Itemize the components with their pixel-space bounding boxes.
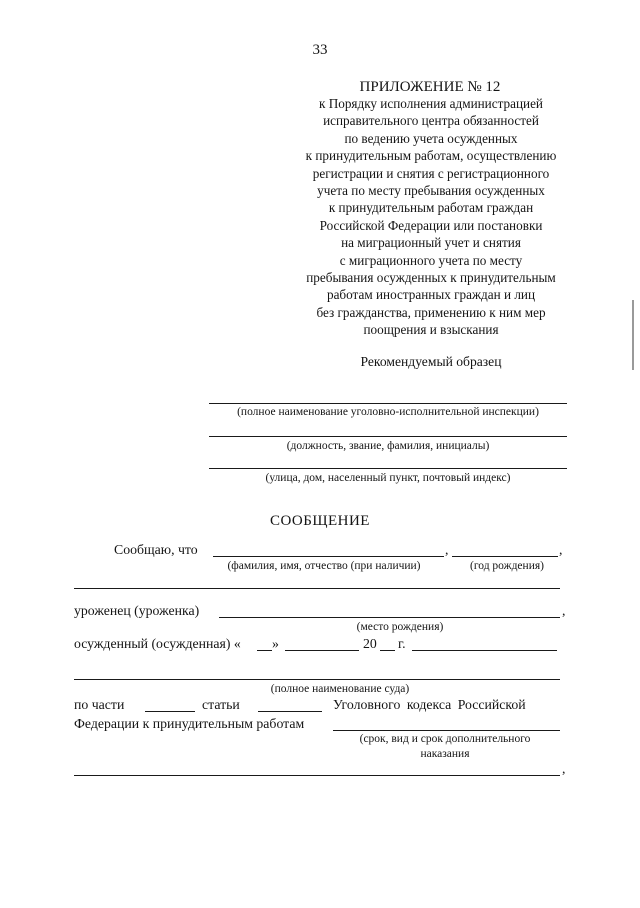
appendix-line: без гражданства, применению к ним мер bbox=[316, 304, 546, 320]
address-line[interactable] bbox=[209, 468, 567, 469]
scan-edge-mark bbox=[632, 300, 634, 370]
address-caption: (улица, дом, населенный пункт, почтовый индекс) bbox=[265, 472, 511, 484]
appendix-line: исправительного центра обязанностей bbox=[323, 113, 539, 129]
federation-text: Федерации к принудительным работам bbox=[74, 716, 305, 731]
part-label: по части bbox=[74, 697, 125, 712]
birth-year-caption: (год рождения) bbox=[470, 560, 544, 572]
appendix-line: поощрения и взыскания bbox=[363, 322, 499, 338]
appendix-line: учета по месту пребывания осужденных bbox=[317, 183, 545, 199]
name-continuation-line[interactable] bbox=[74, 588, 560, 589]
term-line[interactable] bbox=[333, 730, 560, 731]
article-label: статьи bbox=[202, 697, 240, 712]
appendix-line: по ведению учета осужденных bbox=[344, 130, 518, 146]
appendix-line: Российской Федерации или постановки bbox=[319, 217, 543, 233]
appendix-reference-block bbox=[276, 95, 586, 339]
day-line[interactable] bbox=[257, 650, 272, 651]
sentence-line[interactable] bbox=[412, 650, 557, 651]
inspection-name-line[interactable] bbox=[209, 403, 567, 404]
comma-mark: , bbox=[445, 542, 449, 557]
page-number: 33 bbox=[312, 42, 328, 58]
part-line[interactable] bbox=[145, 711, 195, 712]
court-caption: (полное наименование суда) bbox=[270, 683, 410, 695]
birthplace-line[interactable] bbox=[219, 617, 560, 618]
court-line[interactable] bbox=[74, 679, 560, 680]
message-title: СООБЩЕНИЕ bbox=[270, 513, 370, 529]
inspection-caption: (полное наименование уголовно-исполнительной инспекции) bbox=[237, 406, 539, 418]
appendix-line: к принудительным работам граждан bbox=[328, 200, 534, 216]
year-suffix: г. bbox=[398, 636, 406, 651]
year-prefix: 20 bbox=[363, 636, 377, 651]
appendix-line: на миграционный учет и снятия bbox=[341, 235, 521, 251]
inform-text: Сообщаю, что bbox=[114, 542, 198, 557]
appendix-line: пребывания осужденных к принудительным bbox=[306, 270, 556, 286]
official-caption: (должность, звание, фамилия, инициалы) bbox=[286, 440, 490, 452]
article-line[interactable] bbox=[258, 711, 322, 712]
appendix-line: к Порядку исполнения администрацией bbox=[319, 96, 543, 111]
native-label: уроженец (уроженка) bbox=[74, 603, 200, 618]
term-caption-1: (срок, вид и срок дополнительного bbox=[359, 733, 531, 745]
appendix-line: с миграционного учета по месту bbox=[339, 252, 523, 268]
birthplace-caption: (место рождения) bbox=[356, 621, 444, 633]
term-caption-2: наказания bbox=[420, 748, 470, 760]
month-line[interactable] bbox=[285, 650, 359, 651]
birth-year-line[interactable] bbox=[452, 556, 558, 557]
appendix-line: работам иностранных граждан и лиц bbox=[326, 287, 536, 303]
year-line[interactable] bbox=[380, 650, 395, 651]
recommended-sample-label: Рекомендуемый образец bbox=[360, 354, 502, 369]
full-name-line[interactable] bbox=[213, 556, 444, 557]
code-text: Уголовного кодекса Российской bbox=[333, 697, 526, 712]
appendix-line: регистрации и снятия с регистрационного bbox=[312, 165, 550, 181]
comma-mark: , bbox=[559, 542, 563, 557]
quote-close: » bbox=[272, 636, 279, 651]
appendix-line: к принудительным работам, осуществлению bbox=[305, 148, 557, 164]
official-line[interactable] bbox=[209, 436, 567, 437]
comma-mark: , bbox=[562, 603, 566, 618]
comma-mark: , bbox=[562, 761, 566, 776]
term-continuation-line[interactable] bbox=[74, 775, 560, 776]
appendix-heading: ПРИЛОЖЕНИЕ № 12 bbox=[359, 79, 501, 95]
convicted-label: осужденный (осужденная) « bbox=[74, 636, 241, 651]
full-name-caption: (фамилия, имя, отчество (при наличии) bbox=[227, 560, 421, 572]
